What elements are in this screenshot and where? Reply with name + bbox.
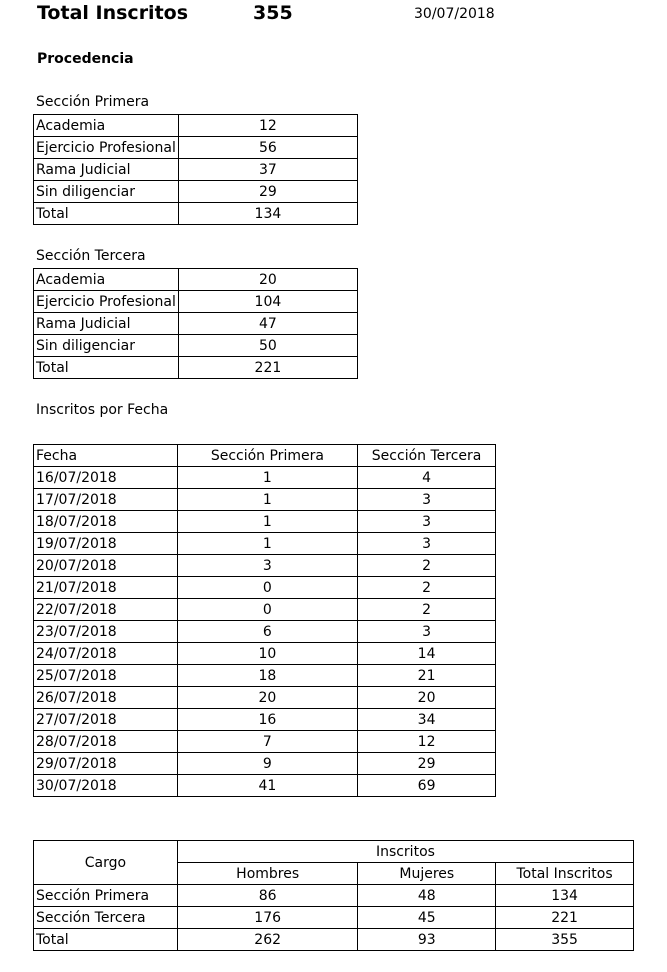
cell-seccion-tercera: 14: [358, 643, 496, 665]
cell-fecha: 25/07/2018: [34, 665, 178, 687]
cell-seccion-primera: 41: [177, 775, 358, 797]
cell-fecha: 24/07/2018: [34, 643, 178, 665]
row-label: Sin diligenciar: [34, 181, 179, 203]
seccion-primera-title: Sección Primera: [36, 94, 150, 110]
cell-fecha: 16/07/2018: [34, 467, 178, 489]
cell-seccion-tercera: 3: [358, 511, 496, 533]
table-row: [34, 203, 358, 225]
table-header-row: [34, 841, 634, 863]
cell-fecha: 19/07/2018: [34, 533, 178, 555]
cell-hombres: 86: [177, 885, 358, 907]
cell-seccion-tercera: 3: [358, 621, 496, 643]
table-row: [34, 929, 634, 951]
cell-seccion-primera: 0: [177, 577, 358, 599]
cell-cargo: Sección Primera: [34, 885, 178, 907]
row-value: 47: [178, 313, 357, 335]
row-value: 12: [178, 115, 357, 137]
cell-seccion-tercera: 12: [358, 731, 496, 753]
cell-hombres: 176: [177, 907, 358, 929]
table-row: [34, 467, 496, 489]
seccion-tercera-title: Sección Tercera: [36, 248, 146, 264]
cell-mujeres: 93: [358, 929, 496, 951]
header-total-inscritos: Total Inscritos: [496, 863, 634, 885]
cell-seccion-primera: 7: [177, 731, 358, 753]
table-row: [34, 555, 496, 577]
table-row: [34, 775, 496, 797]
row-label: Rama Judicial: [34, 313, 179, 335]
row-label: Sin diligenciar: [34, 335, 179, 357]
cell-fecha: 29/07/2018: [34, 753, 178, 775]
cell-seccion-primera: 1: [177, 467, 358, 489]
row-value: 134: [178, 203, 357, 225]
table-row: [34, 313, 358, 335]
seccion-tercera-table: [33, 268, 358, 379]
table-row: [34, 599, 496, 621]
por-fecha-title: Inscritos por Fecha: [36, 402, 169, 418]
cargo-table: [33, 840, 634, 951]
row-label: Total: [34, 357, 179, 379]
cell-seccion-primera: 1: [177, 511, 358, 533]
table-row: [34, 489, 496, 511]
cell-mujeres: 48: [358, 885, 496, 907]
header-fecha: Fecha: [34, 445, 178, 467]
row-value: 56: [178, 137, 357, 159]
report-date: 30/07/2018: [414, 6, 495, 22]
cell-seccion-tercera: 29: [358, 753, 496, 775]
cell-total-inscritos: 134: [496, 885, 634, 907]
cell-seccion-primera: 3: [177, 555, 358, 577]
cell-fecha: 22/07/2018: [34, 599, 178, 621]
row-label: Ejercicio Profesional: [34, 291, 179, 313]
table-row: [34, 665, 496, 687]
cell-seccion-primera: 9: [177, 753, 358, 775]
cell-seccion-tercera: 2: [358, 577, 496, 599]
row-value: 104: [178, 291, 357, 313]
row-value: 20: [178, 269, 357, 291]
table-row: [34, 115, 358, 137]
cell-seccion-tercera: 2: [358, 599, 496, 621]
table-row: [34, 511, 496, 533]
cell-seccion-primera: 1: [177, 533, 358, 555]
cell-seccion-tercera: 4: [358, 467, 496, 489]
cell-fecha: 28/07/2018: [34, 731, 178, 753]
cell-seccion-primera: 6: [177, 621, 358, 643]
cell-total-inscritos: 355: [496, 929, 634, 951]
cell-seccion-tercera: 3: [358, 489, 496, 511]
cell-fecha: 17/07/2018: [34, 489, 178, 511]
report-title: Total Inscritos: [37, 2, 189, 24]
header-seccion-tercera: Sección Tercera: [358, 445, 496, 467]
cell-fecha: 23/07/2018: [34, 621, 178, 643]
header-hombres: Hombres: [177, 863, 358, 885]
cell-fecha: 20/07/2018: [34, 555, 178, 577]
row-value: 50: [178, 335, 357, 357]
cell-seccion-tercera: 3: [358, 533, 496, 555]
cell-fecha: 27/07/2018: [34, 709, 178, 731]
table-header-row: [34, 445, 496, 467]
table-row: [34, 357, 358, 379]
cell-seccion-primera: 16: [177, 709, 358, 731]
cell-seccion-tercera: 2: [358, 555, 496, 577]
table-row: [34, 621, 496, 643]
row-value: 37: [178, 159, 357, 181]
cell-cargo: Total: [34, 929, 178, 951]
cell-hombres: 262: [177, 929, 358, 951]
table-row: [34, 687, 496, 709]
cell-cargo: Sección Tercera: [34, 907, 178, 929]
table-row: [34, 731, 496, 753]
row-label: Rama Judicial: [34, 159, 179, 181]
cell-seccion-tercera: 69: [358, 775, 496, 797]
table-row: [34, 643, 496, 665]
table-row: [34, 907, 634, 929]
table-row: [34, 159, 358, 181]
header-seccion-primera: Sección Primera: [177, 445, 358, 467]
table-row: [34, 291, 358, 313]
table-row: [34, 269, 358, 291]
cell-fecha: 26/07/2018: [34, 687, 178, 709]
row-label: Ejercicio Profesional: [34, 137, 179, 159]
row-label: Academia: [34, 115, 179, 137]
header-cargo: Cargo: [34, 841, 178, 885]
header-inscritos: Inscritos: [177, 841, 633, 863]
table-row: [34, 181, 358, 203]
table-row: [34, 577, 496, 599]
seccion-primera-table: [33, 114, 358, 225]
table-row: [34, 335, 358, 357]
cell-seccion-tercera: 34: [358, 709, 496, 731]
table-row: [34, 753, 496, 775]
cell-total-inscritos: 221: [496, 907, 634, 929]
procedencia-heading: Procedencia: [37, 51, 134, 67]
por-fecha-table: [33, 444, 496, 797]
cell-seccion-primera: 10: [177, 643, 358, 665]
row-label: Academia: [34, 269, 179, 291]
row-value: 221: [178, 357, 357, 379]
cell-fecha: 21/07/2018: [34, 577, 178, 599]
cell-mujeres: 45: [358, 907, 496, 929]
table-row: [34, 885, 634, 907]
cell-seccion-tercera: 20: [358, 687, 496, 709]
header-mujeres: Mujeres: [358, 863, 496, 885]
table-row: [34, 137, 358, 159]
cell-seccion-tercera: 21: [358, 665, 496, 687]
cell-seccion-primera: 18: [177, 665, 358, 687]
table-row: [34, 709, 496, 731]
table-row: [34, 533, 496, 555]
total-count: 355: [253, 2, 293, 24]
cell-seccion-primera: 1: [177, 489, 358, 511]
cell-seccion-primera: 20: [177, 687, 358, 709]
cell-fecha: 30/07/2018: [34, 775, 178, 797]
cell-seccion-primera: 0: [177, 599, 358, 621]
row-label: Total: [34, 203, 179, 225]
cell-fecha: 18/07/2018: [34, 511, 178, 533]
row-value: 29: [178, 181, 357, 203]
